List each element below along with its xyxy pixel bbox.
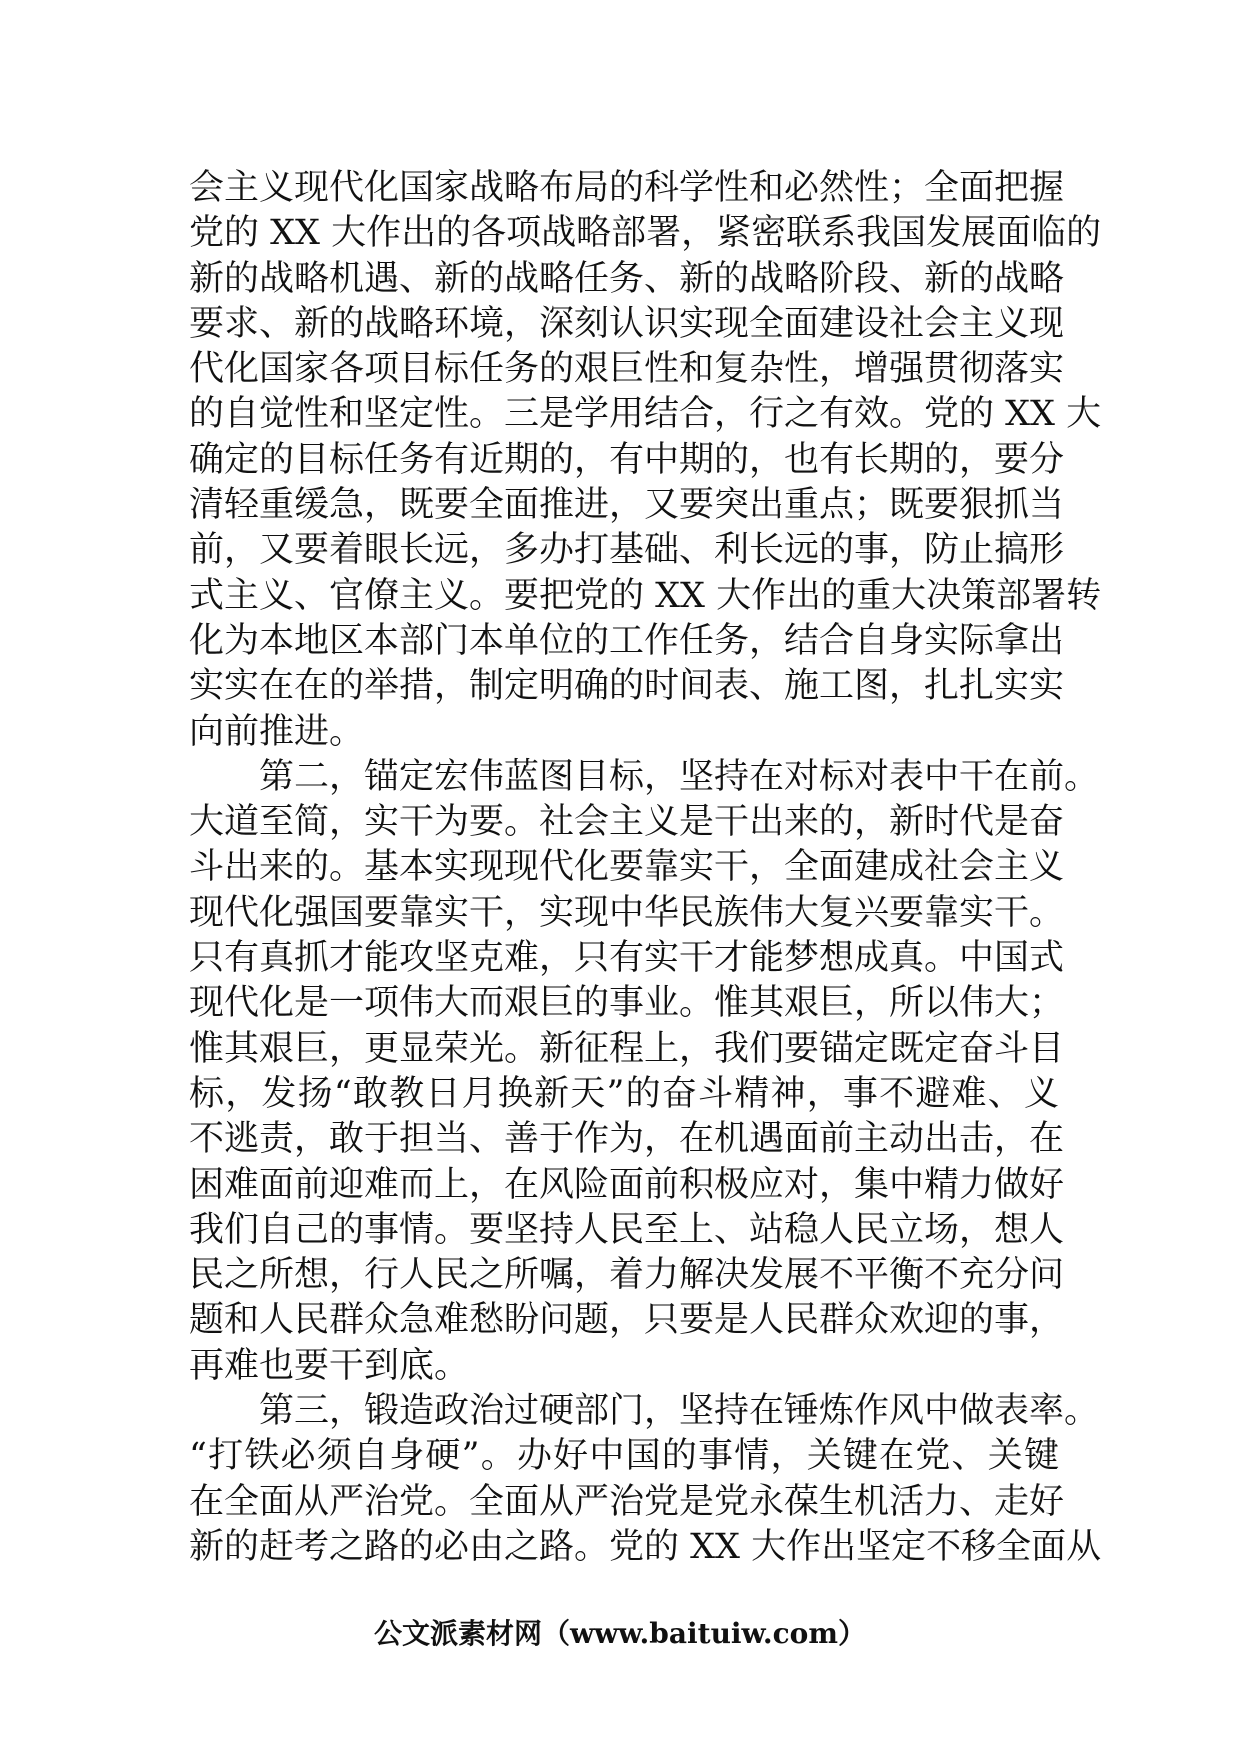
- text-line: 新的战略机遇、新的战略任务、新的战略阶段、新的战略: [189, 258, 1065, 299]
- text-line: 斗出来的。基本实现现代化要靠实干，全面建成社会主义: [189, 847, 1065, 888]
- text-line: 现代化是一项伟大而艰巨的事业。惟其艰巨，所以伟大；: [189, 983, 1065, 1024]
- text-line: 前，又要着眼长远，多办打基础、利长远的事，防止搞形: [189, 530, 1065, 571]
- paragraph-heading-line: 第二，锚定宏伟蓝图目标，坚持在对标对表中干在前。: [259, 756, 1100, 797]
- text-line: 现代化强国要靠实干，实现中华民族伟大复兴要靠实干。: [189, 892, 1065, 933]
- document-body: [189, 166, 1102, 1570]
- text-line: 向前推进。: [189, 711, 365, 752]
- text-line: 困难面前迎难而上，在风险面前积极应对，集中精力做好: [189, 1164, 1065, 1205]
- text-line: 会主义现代化国家战略布局的科学性和必然性；全面把握: [189, 168, 1065, 208]
- text-line: 实实在在的举措，制定明确的时间表、施工图，扎扎实实: [189, 666, 1065, 707]
- text-line: 惟其艰巨，更显荣光。新征程上，我们要锚定既定奋斗目: [189, 1028, 1065, 1069]
- footer-source: 公文派素材网（www.baituiw.com）: [374, 1617, 866, 1650]
- text-line: 不逃责，敢于担当、善于作为，在机遇面前主动出击，在: [189, 1119, 1065, 1160]
- text-line: 标，发扬“敢教日月换新天”的奋斗精神，事不避难、义: [189, 1073, 1059, 1114]
- text-line: 题和人民群众急难愁盼问题，只要是人民群众欢迎的事，: [189, 1300, 1065, 1341]
- text-line: 的自觉性和坚定性。三是学用结合，行之有效。党的 XX 大: [189, 394, 1102, 435]
- text-line: 化为本地区本部门本单位的工作任务，结合自身实际拿出: [189, 620, 1065, 661]
- text-line: 民之所想，行人民之所嘱，着力解决发展不平衡不充分问: [189, 1255, 1065, 1296]
- text-line: 要求、新的战略环境，深刻认识实现全面建设社会主义现: [189, 303, 1065, 344]
- paragraph-heading-line: 第三，锻造政治过硬部门，坚持在锤炼作风中做表率。: [259, 1391, 1100, 1432]
- text-line: 式主义、官僚主义。要把党的 XX 大作出的重大决策部署转: [189, 575, 1102, 616]
- text-line: 清轻重缓急，既要全面推进，又要突出重点；既要狠抓当: [189, 485, 1065, 526]
- text-line: 确定的目标任务有近期的，有中期的，也有长期的，要分: [189, 439, 1065, 480]
- text-line: 再难也要干到底。: [189, 1345, 470, 1386]
- text-line: 我们自己的事情。要坚持人民至上、站稳人民立场，想人: [189, 1209, 1065, 1250]
- text-line: 代化国家各项目标任务的艰巨性和复杂性，增强贯彻落实: [189, 349, 1065, 390]
- text-line: 党的 XX 大作出的各项战略部署，紧密联系我国发展面临的: [189, 213, 1102, 254]
- text-line: “打铁必须自身硬”。办好中国的事情，关键在党、关键: [189, 1436, 1059, 1477]
- text-line: 只有真抓才能攻坚克难，只有实干才能梦想成真。中国式: [189, 938, 1065, 979]
- text-line: 大道至简，实干为要。社会主义是干出来的，新时代是奋: [189, 802, 1065, 843]
- text-line: 新的赶考之路的必由之路。党的 XX 大作出坚定不移全面从: [189, 1526, 1102, 1567]
- text-line: 在全面从严治党。全面从严治党是党永葆生机活力、走好: [189, 1481, 1065, 1522]
